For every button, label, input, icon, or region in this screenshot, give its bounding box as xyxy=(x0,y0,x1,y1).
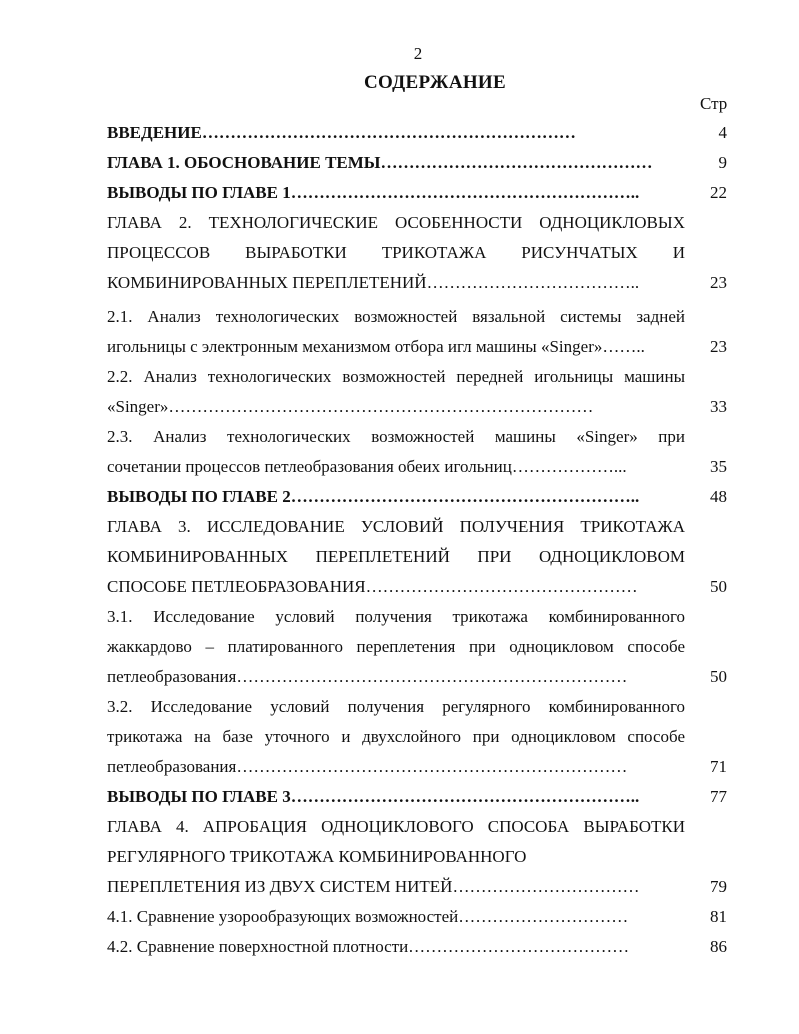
page-title: СОДЕРЖАНИЕ xyxy=(364,72,506,93)
toc-entry-page: 33 xyxy=(710,397,727,416)
toc-entry-introduction xyxy=(107,118,727,148)
toc-entry-4-1 xyxy=(107,902,727,932)
toc-entry-chapter-4-line-3 xyxy=(107,872,727,902)
toc-entry-2-3-line-1 xyxy=(107,422,727,452)
toc-entry-2-1-line-1 xyxy=(107,302,727,332)
toc-entry-page: 50 xyxy=(710,577,727,596)
toc-entry-2-2-line-1 xyxy=(107,362,727,392)
toc-entry-text: ГЛАВА 3. ИССЛЕДОВАНИЕ УСЛОВИЙ ПОЛУЧЕНИЯ ТРИКОТАЖА xyxy=(107,517,685,536)
toc-entry-page: 35 xyxy=(710,457,727,476)
toc-entry-conclusions-2 xyxy=(107,482,727,512)
toc-entry-text: 2.2. Анализ технологических возможностей передней игольницы машины xyxy=(107,367,685,386)
toc-entry-text: ГЛАВА 1. ОБОСНОВАНИЕ ТЕМЫ………………………………………… xyxy=(107,153,653,172)
toc-entry-page: 9 xyxy=(718,153,727,172)
toc-entry-chapter-3-line-3 xyxy=(107,572,727,602)
toc-entry-text: КОМБИНИРОВАННЫХ ПЕРЕПЛЕТЕНИЙ……………………………….. xyxy=(107,273,640,292)
toc-entry-4-2 xyxy=(107,932,727,962)
toc-entry-3-2-line-3 xyxy=(107,752,727,782)
toc-entry-chapter-4-line-1 xyxy=(107,812,727,842)
toc-entry-3-1-line-3 xyxy=(107,662,727,692)
toc-entry-text: игольницы с электронным механизмом отбора игл машины «Singer»…….. xyxy=(107,337,645,356)
toc-entry-text: трикотажа на базе уточного и двухслойного при одноцикловом способе xyxy=(107,727,685,746)
toc-entry-text: ПРОЦЕССОВ ВЫРАБОТКИ ТРИКОТАЖА РИСУНЧАТЫХ И xyxy=(107,243,685,262)
toc-entry-chapter-4-line-2 xyxy=(107,842,727,872)
toc-entry-text: 2.1. Анализ технологических возможностей вязальной системы задней xyxy=(107,307,685,326)
toc-entry-page: 23 xyxy=(710,273,727,292)
toc-entry-page: 86 xyxy=(710,937,727,956)
toc-entry-page: 77 xyxy=(710,787,727,806)
toc-entry-conclusions-1 xyxy=(107,178,727,208)
toc-entry-text: ВВЕДЕНИЕ………………………………………………………… xyxy=(107,123,576,142)
toc-entry-text: ПЕРЕПЛЕТЕНИЯ ИЗ ДВУХ СИСТЕМ НИТЕЙ…………………………… xyxy=(107,877,640,896)
toc-entry-text: ВЫВОДЫ ПО ГЛАВЕ 1…………………………………………………….. xyxy=(107,183,640,202)
toc-entry-text: петлеобразования…………………………………………………………… xyxy=(107,757,628,776)
toc-entry-text: ГЛАВА 4. АПРОБАЦИЯ ОДНОЦИКЛОВОГО СПОСОБА ВЫРАБОТКИ xyxy=(107,817,685,836)
toc-entry-2-3-line-2 xyxy=(107,452,727,482)
page-number: 2 xyxy=(413,44,423,63)
toc-entry-chapter-3-line-2 xyxy=(107,542,727,572)
toc-entry-text: 2.3. Анализ технологических возможностей машины «Singer» при xyxy=(107,427,685,446)
page-column-label: Стр xyxy=(700,94,728,113)
toc-entry-chapter-2-line-1 xyxy=(107,208,727,238)
toc-entry-page: 22 xyxy=(710,183,727,202)
toc-entry-3-2-line-1 xyxy=(107,692,727,722)
toc-entry-chapter-2-line-3 xyxy=(107,268,727,298)
toc-entry-page: 81 xyxy=(710,907,727,926)
toc-entry-page: 4 xyxy=(718,123,727,142)
toc-entry-page: 50 xyxy=(710,667,727,686)
toc-entry-chapter-1 xyxy=(107,148,727,178)
toc-entry-text: сочетании процессов петлеобразования обеих игольниц………………... xyxy=(107,457,627,476)
toc-entry-text: РЕГУЛЯРНОГО ТРИКОТАЖА КОМБИНИРОВАННОГО xyxy=(107,847,527,866)
toc-entry-page: 79 xyxy=(710,877,727,896)
toc-entry-3-1-line-1 xyxy=(107,602,727,632)
toc-entry-chapter-3-line-1 xyxy=(107,512,727,542)
toc-entry-text: ВЫВОДЫ ПО ГЛАВЕ 3…………………………………………………….. xyxy=(107,787,640,806)
toc-entry-text: 3.1. Исследование условий получения трикотажа комбинированного xyxy=(107,607,685,626)
toc-entry-2-1-line-2 xyxy=(107,332,727,362)
toc-entry-page: 48 xyxy=(710,487,727,506)
toc-entry-text: «Singer»………………………………………………………………… xyxy=(107,397,594,416)
toc-entry-text: 4.1. Сравнение узорообразующих возможностей………………………… xyxy=(107,907,629,926)
toc-entry-text: петлеобразования…………………………………………………………… xyxy=(107,667,628,686)
toc-entry-text: жаккардово – платированного переплетения при одноцикловом способе xyxy=(107,637,685,656)
toc-entry-page: 23 xyxy=(710,337,727,356)
toc-entry-text: СПОСОБЕ ПЕТЛЕОБРАЗОВАНИЯ………………………………………… xyxy=(107,577,638,596)
toc-entry-text: ВЫВОДЫ ПО ГЛАВЕ 2…………………………………………………….. xyxy=(107,487,640,506)
toc-entry-3-2-line-2 xyxy=(107,722,727,752)
toc-entry-text: ГЛАВА 2. ТЕХНОЛОГИЧЕСКИЕ ОСОБЕННОСТИ ОДНОЦИКЛОВЫХ xyxy=(107,213,685,232)
toc-entry-text: 4.2. Сравнение поверхностной плотности………………………………… xyxy=(107,937,630,956)
toc-entry-text: КОМБИНИРОВАННЫХ ПЕРЕПЛЕТЕНИЙ ПРИ ОДНОЦИКЛОВОМ xyxy=(107,547,685,566)
toc-entry-chapter-2-line-2 xyxy=(107,238,727,268)
toc-entry-2-2-line-2 xyxy=(107,392,727,422)
toc-entry-page: 71 xyxy=(710,757,727,776)
toc-entry-conclusions-3 xyxy=(107,782,727,812)
toc-entry-3-1-line-2 xyxy=(107,632,727,662)
toc-entry-text: 3.2. Исследование условий получения регулярного комбинированного xyxy=(107,697,685,716)
